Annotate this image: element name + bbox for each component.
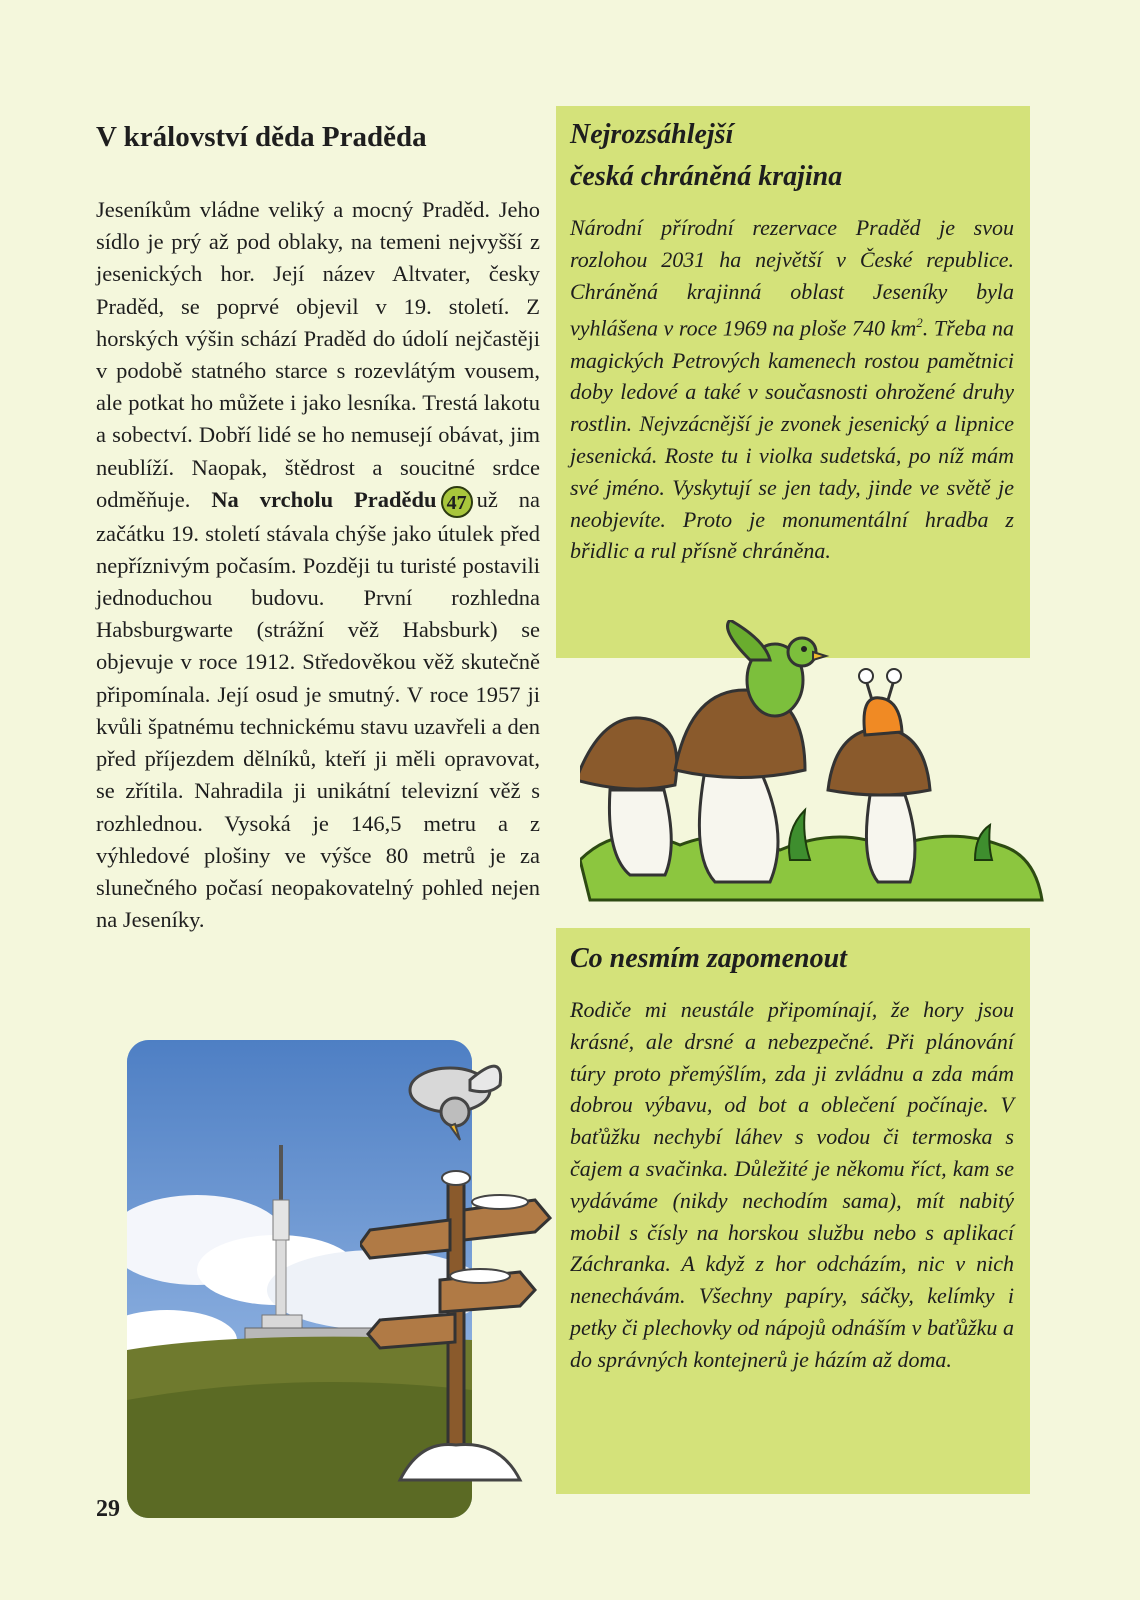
info-box-text-b: . Třeba na magických Petrových kamenech rostou pamětnici doby ledové a také v současnosti ohrožené druhy rostlin. Nejvzácnější je zvonek jesenický a lipnice jesenická. Roste tu i violka sudetská, po níž mám své jméno. Vyskytují se jen tady, jinde ve světě je neobjevíte. Proto je monumentální hradba z břidlic a rul přísně chráněna. — [570, 315, 1014, 564]
info-box-protected-area — [556, 106, 1030, 658]
info-box-text: Rodiče mi neustále připomínají, že hory jsou krásné, ale drsné a nebezpečné. Při plánování túry proto přemýšlím, zda ji zvládnu a zda mám dobrou výbavu, od bot a oblečení počínaje. V baťůžku nechybí láhev s vodou či termoska s čajem a svačinka. Důležité je někomu říct, kam se vydáváme (nikdy nechodím sama), mít nabitý mobil s čísly na horskou službu nebo s aplikací Záchranka. A když z hor odcházím, nic v nich nenechávám. Všechny papíry, sáčky, kelímky i petky či plechovky od nápojů odnáším v baťůžku a do správných kontejnerů je házím až doma. — [570, 997, 1014, 1372]
info-box-title-line2: česká chráněná krajina — [570, 161, 843, 192]
info-box-title — [556, 106, 1030, 198]
info-box-safety-tips — [556, 928, 1030, 1494]
article-paragraph-1: Jeseníkům vládne veliký a mocný Praděd. Jeho sídlo je prý až pod oblaky, na temeni nejvyšší z jesenických hor. Její název Altvater, česky Praděd, se poprvé objevil v 19. století. Z horských výšin schází Praděd do údolí nejčastěji v podobě statného starce s rozevlátým vousem, ale potkat ho můžete i jako lesníka. Trestá lakotu a sobectví. Dobří lidé se ho nemusejí obávat, jim neublíží. Naopak, štědrost a soucitné srdce odměňuje. — [96, 197, 540, 512]
mushrooms-with-bird-and-snail-illustration — [580, 620, 1050, 940]
info-box-text — [556, 198, 1030, 567]
info-box-title: Co nesmím zapomenout — [570, 943, 847, 974]
page-number: 29 — [96, 1496, 120, 1522]
map-number-badge: 47 — [441, 486, 473, 518]
info-box-title-line1: Nejrozsáhlejší — [570, 119, 734, 150]
article-paragraph-2: už na začátku 19. století stávala chýše jako útulek před nepříznivým počasím. Později tu turisté postavili jednoduchou budovu. První rozhledna Habsburgwarte (strážní věž Habsburk) se objevuje v roce 1912. Středověkou věž skutečně připomínala. Její osud je smutný. V roce 1957 ji kvůli špatnému technickému stavu uzavřeli a den před příjezdem dělníků, kteří ji měli opravovat, se zřítila. Nahradila ji unikátní televizní věž s rozhlednou. Vysoká je 146,5 metru a z výhledové plošiny ve výšce 80 metrů je za slunečného počasí neopakovatelný pohled nejen na Jeseníky. — [96, 486, 540, 933]
article-bold-phrase: Na vrcholu Pradědu — [211, 486, 437, 512]
superscript-2: 2 — [916, 315, 923, 331]
article-body — [96, 194, 540, 936]
snowy-signpost-with-bird-illustration — [360, 1040, 560, 1500]
article-title: V království děda Praděda — [96, 121, 427, 153]
info-box-text-a: Národní přírodní rezervace Praděd je svou rozlohou 2031 ha největší v České republice. Chráněná krajinná oblast Jeseníky byla vyhlášena v roce 1969 na ploše 740 km — [570, 215, 1014, 341]
